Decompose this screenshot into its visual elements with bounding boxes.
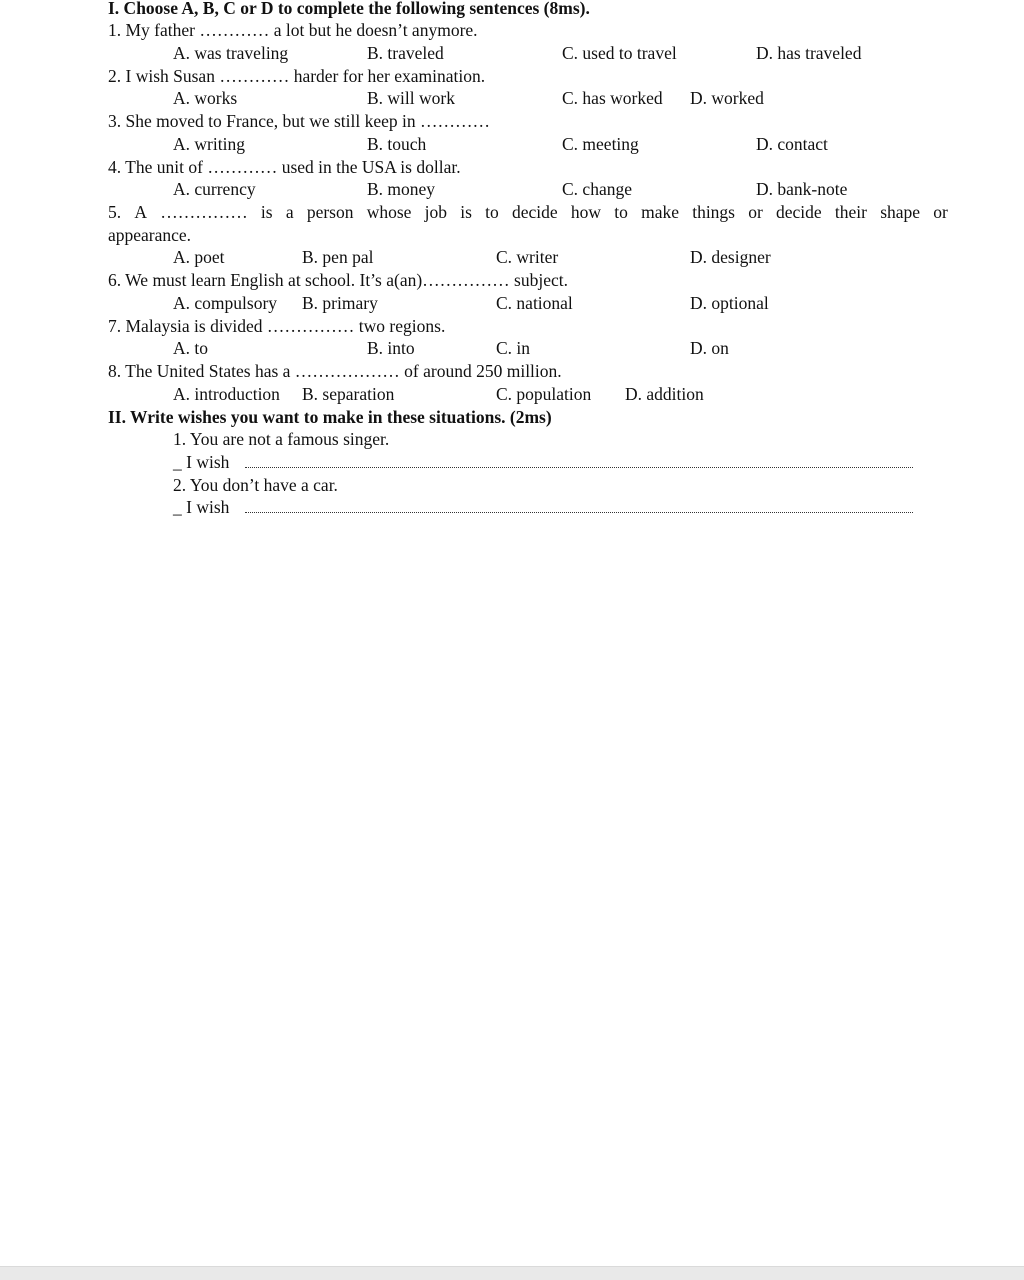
- q5-word: a: [285, 202, 294, 222]
- q5-word: whose: [366, 202, 412, 222]
- q5-word: is: [260, 202, 273, 222]
- option-b: B. traveled: [367, 43, 444, 63]
- option-d: D. has traveled: [756, 43, 862, 63]
- option-c: C. has worked: [562, 88, 663, 108]
- q5-word: job: [424, 202, 448, 222]
- question-5: [108, 201, 948, 224]
- option-c: C. national: [496, 293, 573, 313]
- question-3: 3. She moved to France, but we still keep in …………: [108, 111, 491, 131]
- option-d: D. bank-note: [756, 179, 848, 199]
- option-c: C. writer: [496, 247, 559, 267]
- question-8: 8. The United States has a ……………… of around 250 million.: [108, 361, 562, 381]
- q5-word: shape: [880, 202, 921, 222]
- option-c: C. change: [562, 179, 632, 199]
- question-6: 6. We must learn English at school. It’s a(an)…………… subject.: [108, 270, 568, 290]
- option-a: A. introduction: [173, 384, 280, 404]
- option-d: D. worked: [690, 88, 764, 108]
- q5-word: person: [306, 202, 354, 222]
- q5-word: or: [748, 202, 763, 222]
- option-d: D. contact: [756, 134, 828, 154]
- q5-word: decide: [511, 202, 558, 222]
- q5-word: how: [570, 202, 602, 222]
- q5-word: 5.: [108, 202, 122, 222]
- q5-word: decide: [776, 202, 822, 222]
- option-a: A. to: [173, 338, 208, 358]
- question-2: 2. I wish Susan ………… harder for her examination.: [108, 66, 486, 86]
- q5-word: A: [134, 202, 147, 222]
- answer-dotted-line: [245, 512, 913, 513]
- option-b: B. touch: [367, 134, 427, 154]
- situation-1: 1. You are not a famous singer.: [173, 429, 390, 449]
- question-1: 1. My father ………… a lot but he doesn’t anymore.: [108, 20, 478, 40]
- viewer-bottom-bar: [0, 1266, 1024, 1280]
- option-a: A. compulsory: [173, 293, 278, 313]
- option-c: C. meeting: [562, 134, 639, 154]
- q5-word: to: [614, 202, 628, 222]
- option-d: D. on: [690, 338, 729, 358]
- option-a: A. was traveling: [173, 43, 289, 63]
- option-d: D. optional: [690, 293, 769, 313]
- section-1-heading: I. Choose A, B, C or D to complete the following sentences (8ms).: [108, 0, 590, 18]
- question-4: 4. The unit of ………… used in the USA is dollar.: [108, 157, 461, 177]
- question-5-continuation: appearance.: [108, 225, 192, 245]
- option-b: B. primary: [302, 293, 378, 313]
- option-c: C. used to travel: [562, 43, 677, 63]
- option-b: B. separation: [302, 384, 395, 404]
- option-a: A. poet: [173, 247, 225, 267]
- q5-word: is: [460, 202, 472, 222]
- q5-word: things: [692, 202, 735, 222]
- q5-word: to: [485, 202, 499, 222]
- q5-blank: ……………: [160, 202, 248, 222]
- q5-word: make: [641, 202, 679, 222]
- option-a: A. writing: [173, 134, 245, 154]
- option-c: C. population: [496, 384, 592, 404]
- wish-2-prompt: _ I wish: [173, 497, 230, 517]
- wish-1-prompt: _ I wish: [173, 452, 230, 472]
- option-c: C. in: [496, 338, 531, 358]
- option-d: D. designer: [690, 247, 771, 267]
- option-b: B. will work: [367, 88, 455, 108]
- question-7: 7. Malaysia is divided …………… two regions.: [108, 316, 446, 336]
- q5-word: or: [933, 202, 948, 222]
- option-d: D. addition: [625, 384, 704, 404]
- option-b: B. into: [367, 338, 415, 358]
- answer-dotted-line: [245, 467, 913, 468]
- wish-1-answer-line[interactable]: [173, 451, 913, 474]
- section-2-heading: II. Write wishes you want to make in these situations. (2ms): [108, 407, 552, 427]
- option-b: B. pen pal: [302, 247, 374, 267]
- option-a: A. works: [173, 88, 238, 108]
- situation-2: 2. You don’t have a car.: [173, 475, 338, 495]
- option-a: A. currency: [173, 179, 256, 199]
- wish-2-answer-line[interactable]: [173, 496, 913, 519]
- q5-word: their: [834, 202, 867, 222]
- option-b: B. money: [367, 179, 436, 199]
